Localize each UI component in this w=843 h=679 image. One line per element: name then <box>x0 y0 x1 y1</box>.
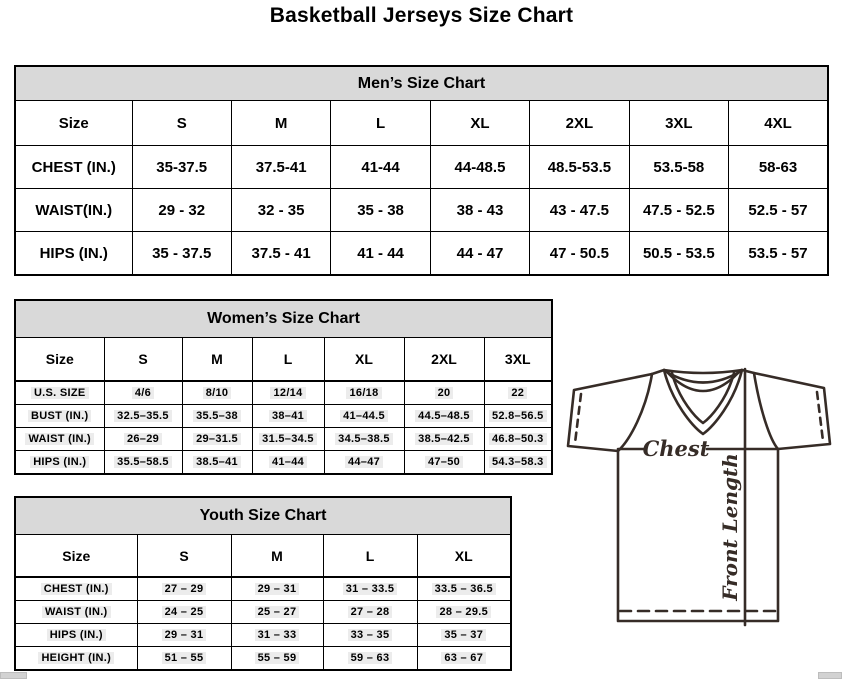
size-value-cell <box>137 624 231 647</box>
cell-text: 27 – 29 <box>162 583 207 595</box>
row-label <box>15 577 137 601</box>
right-cuff-dashed-line <box>817 392 823 441</box>
size-value-cell <box>404 451 484 475</box>
cell-text: HIPS (IN.) <box>30 456 89 468</box>
cell-text: BUST (IN.) <box>28 410 91 422</box>
size-value-cell <box>324 381 404 405</box>
row-label: HIPS (IN.) <box>15 232 132 276</box>
cell-text: 38–41 <box>269 410 307 422</box>
column-header: S <box>104 338 182 382</box>
collar-top-line <box>664 370 742 373</box>
cell-text: 44–47 <box>345 456 383 468</box>
cell-text: 29 – 31 <box>162 629 207 641</box>
size-value-cell <box>252 381 324 405</box>
size-value-cell: 53.5 - 57 <box>729 232 828 276</box>
column-header: S <box>137 535 231 578</box>
table-row <box>15 624 511 647</box>
cell-text: 4/6 <box>132 387 154 399</box>
size-value-cell <box>104 451 182 475</box>
size-value-cell <box>324 405 404 428</box>
cell-text: 31 – 33 <box>255 629 300 641</box>
size-value-cell: 37.5-41 <box>231 146 330 189</box>
size-value-cell <box>484 381 552 405</box>
scrollbar-fragment-left[interactable] <box>0 672 27 679</box>
size-value-cell <box>252 428 324 451</box>
size-value-cell: 37.5 - 41 <box>231 232 330 276</box>
row-label <box>15 381 104 405</box>
cell-text: 12/14 <box>270 387 305 399</box>
size-value-cell: 47.5 - 52.5 <box>629 189 728 232</box>
row-label <box>15 405 104 428</box>
size-value-cell <box>104 428 182 451</box>
cell-text: 33 – 35 <box>348 629 393 641</box>
youth-size-table <box>14 496 512 671</box>
column-header: XL <box>430 101 529 146</box>
column-header: L <box>331 101 430 146</box>
size-value-cell <box>137 601 231 624</box>
header-row <box>15 101 828 146</box>
womens-table-title: Women’s Size Chart <box>15 300 552 338</box>
cell-text: 16/18 <box>346 387 381 399</box>
cell-text: 35.5–58.5 <box>114 456 172 468</box>
table-row <box>15 601 511 624</box>
cell-text: 51 – 55 <box>162 652 207 664</box>
cell-text: 41–44 <box>269 456 307 468</box>
size-value-cell <box>323 624 417 647</box>
size-value-cell: 44-48.5 <box>430 146 529 189</box>
size-value-cell <box>484 405 552 428</box>
row-label <box>15 428 104 451</box>
cell-text: 41–44.5 <box>340 410 388 422</box>
table-row <box>15 451 552 475</box>
table-row <box>15 428 552 451</box>
column-header: Size <box>15 338 104 382</box>
row-label <box>15 601 137 624</box>
size-value-cell <box>323 601 417 624</box>
cell-text: 38.5–41 <box>193 456 241 468</box>
cell-text: U.S. SIZE <box>31 387 89 399</box>
size-value-cell <box>182 381 252 405</box>
cell-text: WAIST (IN.) <box>25 433 94 445</box>
size-value-cell: 47 - 50.5 <box>530 232 629 276</box>
size-value-cell: 35 - 37.5 <box>132 232 231 276</box>
cell-text: 54.3–58.3 <box>489 456 547 468</box>
cell-text: 24 – 25 <box>162 606 207 618</box>
cell-text: 35 – 37 <box>441 629 486 641</box>
cell-text: 22 <box>508 387 527 399</box>
cell-text: CHEST (IN.) <box>41 583 112 595</box>
cell-text: WAIST (IN.) <box>42 606 111 618</box>
size-value-cell <box>404 405 484 428</box>
table-row <box>15 146 828 189</box>
column-header: S <box>132 101 231 146</box>
table-row <box>15 647 511 671</box>
row-label <box>15 451 104 475</box>
size-value-cell <box>137 647 231 671</box>
size-value-cell: 35-37.5 <box>132 146 231 189</box>
size-value-cell: 41-44 <box>331 146 430 189</box>
table-row <box>15 405 552 428</box>
row-label <box>15 624 137 647</box>
size-value-cell: 52.5 - 57 <box>729 189 828 232</box>
size-value-cell <box>231 577 323 601</box>
cell-text: 32.5–35.5 <box>114 410 172 422</box>
size-value-cell <box>404 428 484 451</box>
cell-text: 29–31.5 <box>193 433 241 445</box>
body-outline <box>618 449 778 621</box>
size-value-cell: 44 - 47 <box>430 232 529 276</box>
womens-size-table <box>14 299 553 475</box>
table-row <box>15 232 828 276</box>
size-value-cell: 48.5-53.5 <box>530 146 629 189</box>
column-header: L <box>252 338 324 382</box>
column-header: M <box>231 101 330 146</box>
size-value-cell <box>323 577 417 601</box>
cell-text: 46.8–50.3 <box>489 433 547 445</box>
vneck-inner-line <box>672 373 734 423</box>
size-value-cell <box>417 601 511 624</box>
size-value-cell <box>231 647 323 671</box>
cell-text: 27 – 28 <box>348 606 393 618</box>
table-row <box>15 577 511 601</box>
column-header: Size <box>15 101 132 146</box>
size-value-cell: 50.5 - 53.5 <box>629 232 728 276</box>
table-row <box>15 189 828 232</box>
cell-text: 31.5–34.5 <box>259 433 317 445</box>
size-value-cell <box>182 428 252 451</box>
size-value-cell <box>484 428 552 451</box>
mens-table-title: Men’s Size Chart <box>15 66 828 101</box>
column-header: L <box>323 535 417 578</box>
header-row <box>15 338 552 382</box>
column-header: 4XL <box>729 101 828 146</box>
column-header: Size <box>15 535 137 578</box>
cell-text: HIPS (IN.) <box>47 629 106 641</box>
size-value-cell <box>104 381 182 405</box>
cell-text: 47–50 <box>425 456 463 468</box>
size-value-cell <box>417 647 511 671</box>
cell-text: 29 – 31 <box>255 583 300 595</box>
size-value-cell <box>324 428 404 451</box>
size-value-cell <box>104 405 182 428</box>
column-header: 2XL <box>530 101 629 146</box>
cell-text: 20 <box>435 387 454 399</box>
size-value-cell <box>323 647 417 671</box>
mens-size-table <box>14 65 829 276</box>
page-title: Basketball Jerseys Size Chart <box>269 4 574 27</box>
size-value-cell <box>231 601 323 624</box>
chest-label: Chest <box>642 436 710 461</box>
front-length-label: Front Length <box>718 453 742 601</box>
cell-text: 34.5–38.5 <box>335 433 393 445</box>
row-label: CHEST (IN.) <box>15 146 132 189</box>
size-value-cell <box>231 624 323 647</box>
cell-text: 52.8–56.5 <box>489 410 547 422</box>
row-label <box>15 647 137 671</box>
size-value-cell: 29 - 32 <box>132 189 231 232</box>
left-cuff-dashed-line <box>575 394 581 443</box>
size-value-cell: 35 - 38 <box>331 189 430 232</box>
size-value-cell <box>252 405 324 428</box>
table-row <box>15 381 552 405</box>
size-value-cell <box>484 451 552 475</box>
size-value-cell: 41 - 44 <box>331 232 430 276</box>
cell-text: 25 – 27 <box>255 606 300 618</box>
column-header: 3XL <box>629 101 728 146</box>
column-header: M <box>182 338 252 382</box>
size-value-cell <box>417 624 511 647</box>
size-value-cell <box>182 451 252 475</box>
size-value-cell <box>137 577 231 601</box>
right-armhole-seam <box>754 373 778 449</box>
cell-text: 59 – 63 <box>348 652 393 664</box>
jersey-diagram <box>556 358 842 648</box>
column-header: M <box>231 535 323 578</box>
table-band <box>15 300 552 338</box>
cell-text: 35.5–38 <box>193 410 241 422</box>
size-value-cell: 43 - 47.5 <box>530 189 629 232</box>
cell-text: 31 – 33.5 <box>343 583 398 595</box>
row-label: WAIST(IN.) <box>15 189 132 232</box>
size-value-cell <box>404 381 484 405</box>
cell-text: 63 – 67 <box>441 652 486 664</box>
table-band <box>15 497 511 535</box>
header-row <box>15 535 511 578</box>
size-value-cell <box>182 405 252 428</box>
column-header: XL <box>324 338 404 382</box>
youth-table-title: Youth Size Chart <box>15 497 511 535</box>
size-value-cell: 38 - 43 <box>430 189 529 232</box>
cell-text: 33.5 – 36.5 <box>432 583 496 595</box>
table-band <box>15 66 828 101</box>
size-value-cell: 32 - 35 <box>231 189 330 232</box>
cell-text: 26–29 <box>124 433 162 445</box>
column-header: 2XL <box>404 338 484 382</box>
cell-text: 55 – 59 <box>255 652 300 664</box>
column-header: 3XL <box>484 338 552 382</box>
cell-text: 44.5–48.5 <box>415 410 473 422</box>
size-value-cell <box>417 577 511 601</box>
size-value-cell: 58-63 <box>729 146 828 189</box>
cell-text: HEIGHT (IN.) <box>38 652 114 664</box>
column-header: XL <box>417 535 511 578</box>
size-value-cell <box>252 451 324 475</box>
cell-text: 8/10 <box>203 387 232 399</box>
scrollbar-fragment-right[interactable] <box>818 672 842 679</box>
cell-text: 38.5–42.5 <box>415 433 473 445</box>
cell-text: 28 – 29.5 <box>436 606 491 618</box>
size-value-cell: 53.5-58 <box>629 146 728 189</box>
size-value-cell <box>324 451 404 475</box>
